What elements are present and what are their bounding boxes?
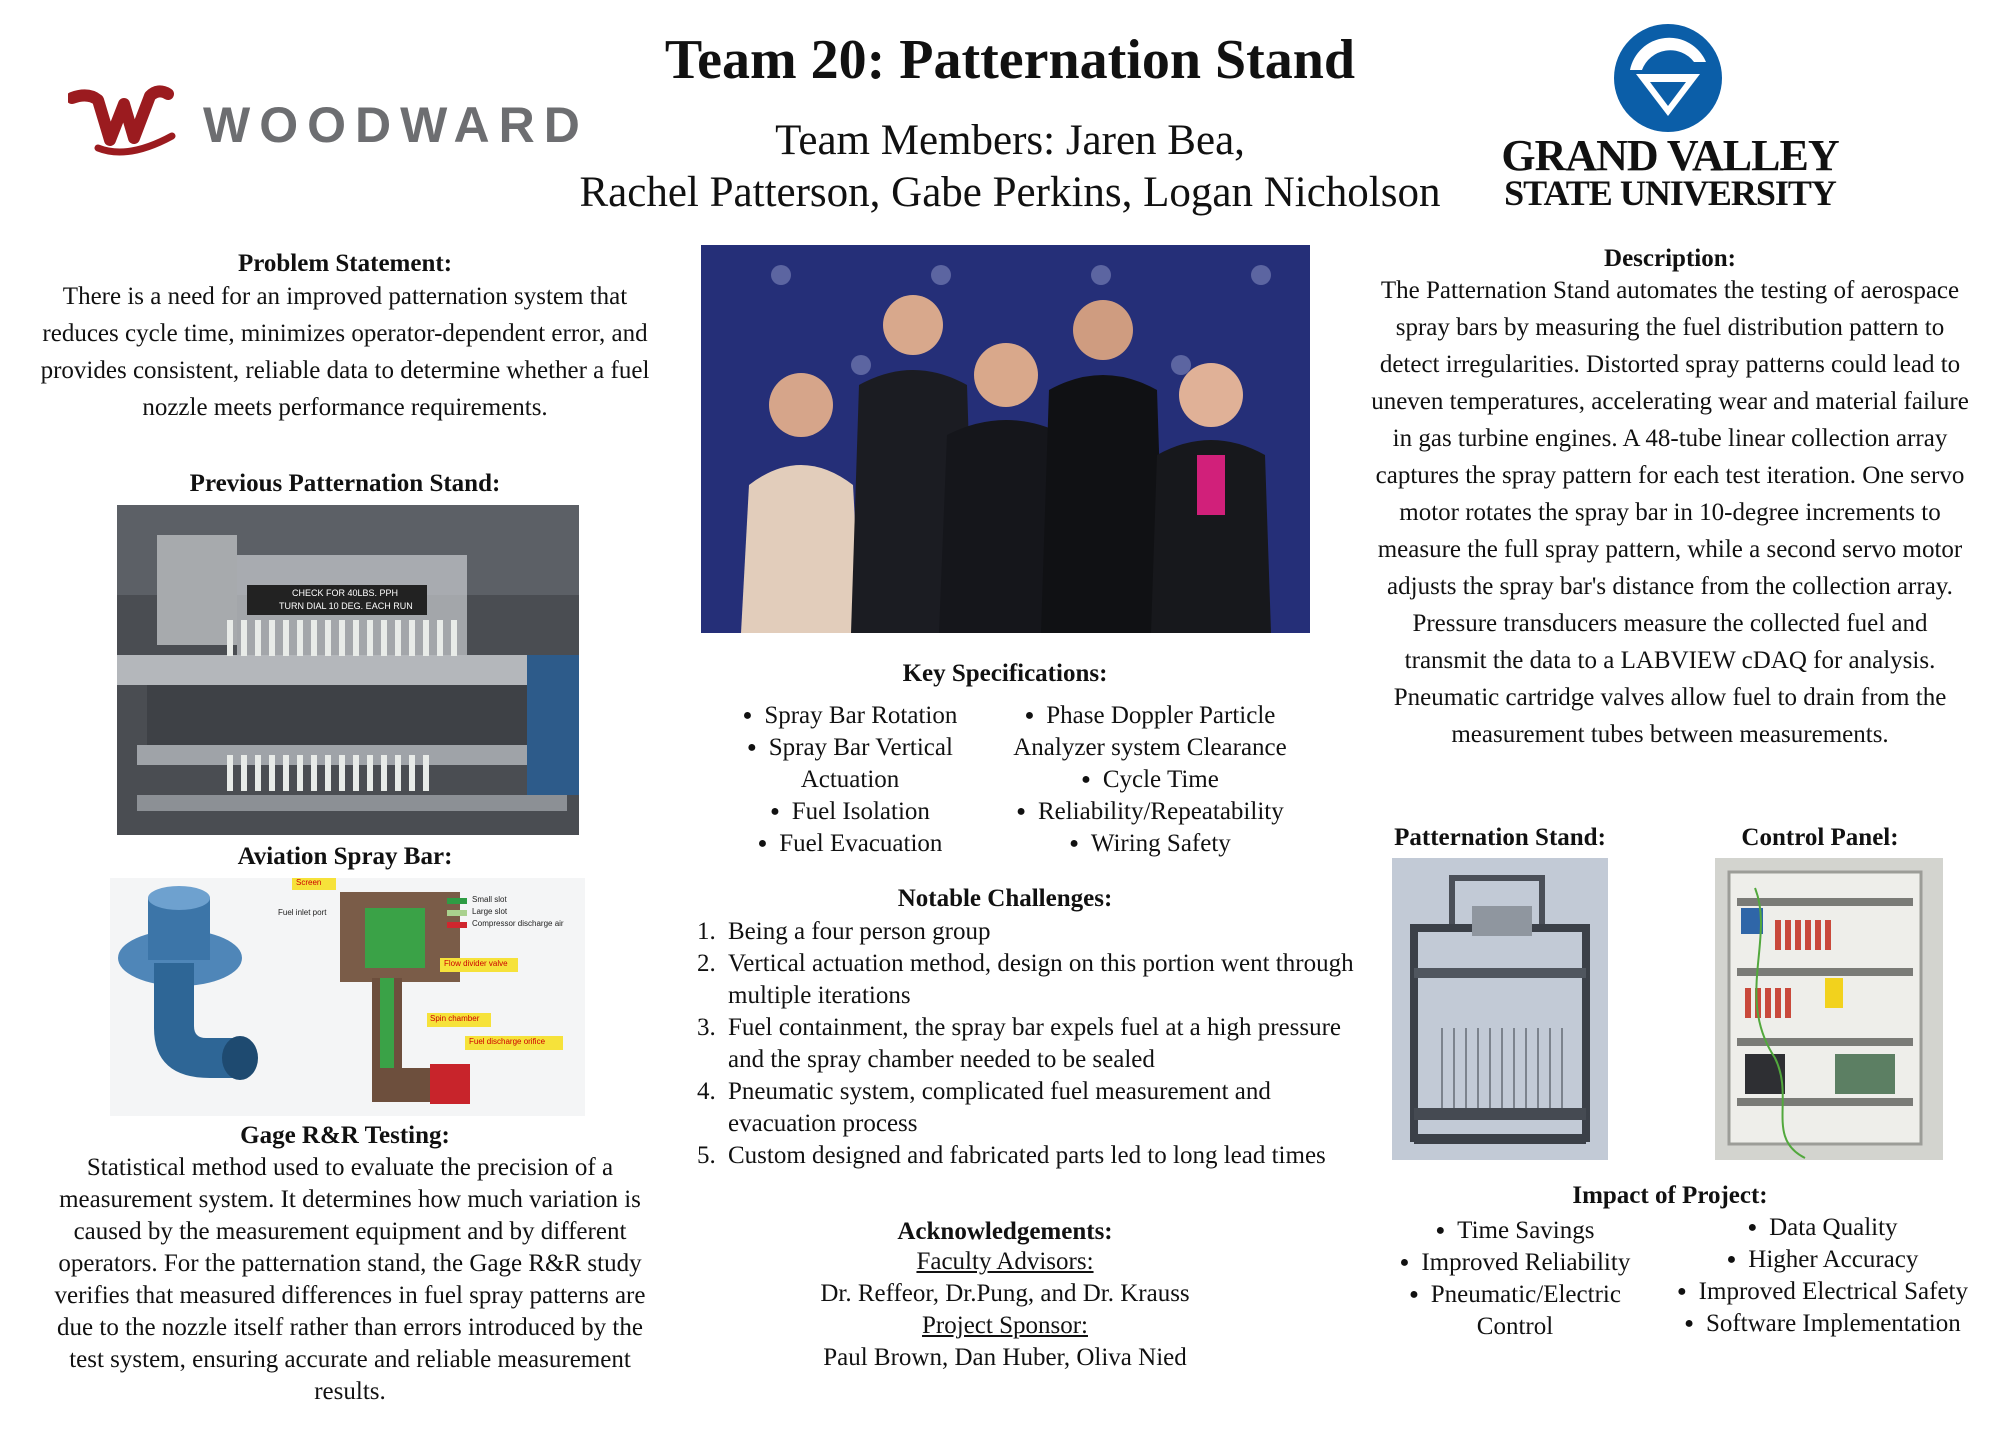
team-members-line2: Rachel Patterson, Gabe Perkins, Logan Nicholson (579, 169, 1441, 216)
control-panel-heading: Control Panel: (1741, 824, 1899, 851)
spec-item: ● Spray Bar Rotation (700, 700, 1000, 732)
challenge-item: 3. Fuel containment, the spray bar expels fuel at a high pressure and the spray chamber needed to be sealed (722, 1012, 1362, 1076)
previous-stand-sign-line1: CHECK FOR 40LBS. PPH (292, 588, 399, 598)
specs-list-right (985, 700, 1315, 860)
specs-heading: Key Specifications: (902, 660, 1108, 687)
problem-text: There is a need for an improved patternation system that reduces cycle time, minimizes operator-dependent error, and provides consistent, reliable data to determine whether a fuel nozzle meets performance requirements. (40, 283, 650, 421)
woodward-w-icon (68, 78, 178, 158)
previous-stand-photo (117, 505, 579, 835)
gage-text: Statistical method used to evaluate the precision of a measurement system. It determines how much variation is caused by the measurement equipment and by different operators. For the patternation stand, the Gage R&R study verifies that measured differences in fuel spray patterns are due to the nozzle itself rather than errors introduced by the test system, ensuring accurate and reliable measurement results. (54, 1154, 646, 1405)
challenge-item: 5. Custom designed and fabricated parts led to long lead times (722, 1140, 1362, 1172)
control-panel-photo (1715, 858, 1943, 1160)
spray-bar-diagram (110, 878, 585, 1116)
impact-item: ● Data Quality (1655, 1212, 1990, 1244)
gage-heading: Gage R&R Testing: (240, 1122, 450, 1149)
ack-heading: Acknowledgements: (897, 1218, 1113, 1245)
description-text: The Patternation Stand automates the testing of aerospace spray bars by measuring the fuel distribution pattern to detect irregularities. Distorted spray patterns could lead to uneven temperatures, accelerating wear and material failure in gas turbine engines. A 48-tube linear collection array captures the spray pattern for each test iteration. One servo motor rotates the spray bar in 10-degree increments to measure the full spray pattern, while a second servo motor adjusts the spray bar's distance from the collection array. Pressure transducers measure the collected fuel and transmit the data to a LABVIEW cDAQ for analysis. Pneumatic cartridge valves allow fuel to drain from the measurement tubes between measurements. (1371, 277, 1969, 748)
spec-item: ● Fuel Isolation (700, 796, 1000, 828)
faculty-advisors-label: Faculty Advisors: (916, 1248, 1094, 1275)
description-heading: Description: (1604, 245, 1736, 272)
project-sponsor: Paul Brown, Dan Huber, Oliva Nied (823, 1344, 1187, 1371)
project-sponsor-label: Project Sponsor: (922, 1312, 1088, 1339)
label-small-slot: Small slot (472, 895, 507, 904)
label-large-slot: Large slot (472, 907, 508, 916)
gvsu-logo (1490, 22, 1850, 212)
challenge-item: 1. Being a four person group (722, 916, 1362, 948)
impact-item: ● Higher Accuracy (1655, 1244, 1990, 1276)
faculty-advisors: Dr. Reffeor, Dr.Pung, and Dr. Krauss (820, 1280, 1190, 1307)
team-photo (701, 245, 1310, 633)
gvsu-shield-icon (1612, 22, 1724, 134)
patternation-stand-render (1392, 858, 1608, 1160)
specs-list-left (700, 700, 1000, 860)
challenges-list (686, 916, 1362, 1172)
gvsu-name-line1: GRAND VALLEY (1501, 131, 1839, 180)
impact-item: ● Pneumatic/Electric Control (1370, 1279, 1660, 1343)
impact-list-left (1370, 1215, 1660, 1343)
challenge-item: 2. Vertical actuation method, design on this portion went through multiple iterations (722, 948, 1362, 1012)
previous-stand-sign-line2: TURN DIAL 10 DEG. EACH RUN (279, 601, 413, 611)
impact-item: ● Improved Electrical Safety (1655, 1276, 1990, 1308)
spec-item: ● Fuel Evacuation (700, 828, 1000, 860)
impact-item: ● Improved Reliability (1370, 1247, 1660, 1279)
spec-item: ● Wiring Safety (985, 828, 1315, 860)
challenge-item: 4. Pneumatic system, complicated fuel measurement and evacuation process (722, 1076, 1362, 1140)
impact-item: ● Time Savings (1370, 1215, 1660, 1247)
gvsu-name-line2: STATE UNIVERSITY (1504, 173, 1836, 213)
impact-item: ● Software Implementation (1655, 1308, 1990, 1340)
label-compressor-air: Compressor discharge air (472, 919, 564, 928)
spec-item: ● Spray Bar Vertical Actuation (700, 732, 1000, 796)
label-screen: Screen (296, 878, 322, 887)
team-members-line1: Team Members: Jaren Bea, (775, 117, 1245, 164)
spec-item: ● Phase Doppler Particle Analyzer system Clearance (985, 700, 1315, 764)
previous-stand-heading: Previous Patternation Stand: (189, 470, 501, 497)
spec-item: ● Reliability/Repeatability (985, 796, 1315, 828)
spec-item: ● Cycle Time (985, 764, 1315, 796)
label-fuel-inlet: Fuel inlet port (278, 908, 327, 917)
problem-heading: Problem Statement: (237, 250, 453, 277)
label-spin-chamber: Spin chamber (430, 1014, 480, 1023)
impact-list-right (1655, 1212, 1990, 1340)
patternation-stand-heading: Patternation Stand: (1394, 824, 1606, 851)
label-flow-divider: Flow divider valve (444, 959, 508, 968)
challenges-heading: Notable Challenges: (897, 885, 1113, 912)
spray-bar-heading: Aviation Spray Bar: (237, 843, 453, 870)
impact-heading: Impact of Project: (1572, 1182, 1768, 1209)
label-discharge-orifice: Fuel discharge orifice (469, 1037, 546, 1046)
woodward-logo (68, 78, 628, 158)
poster-title: Team 20: Patternation Stand (664, 29, 1356, 91)
woodward-wordmark: WOODWARD (203, 97, 589, 153)
